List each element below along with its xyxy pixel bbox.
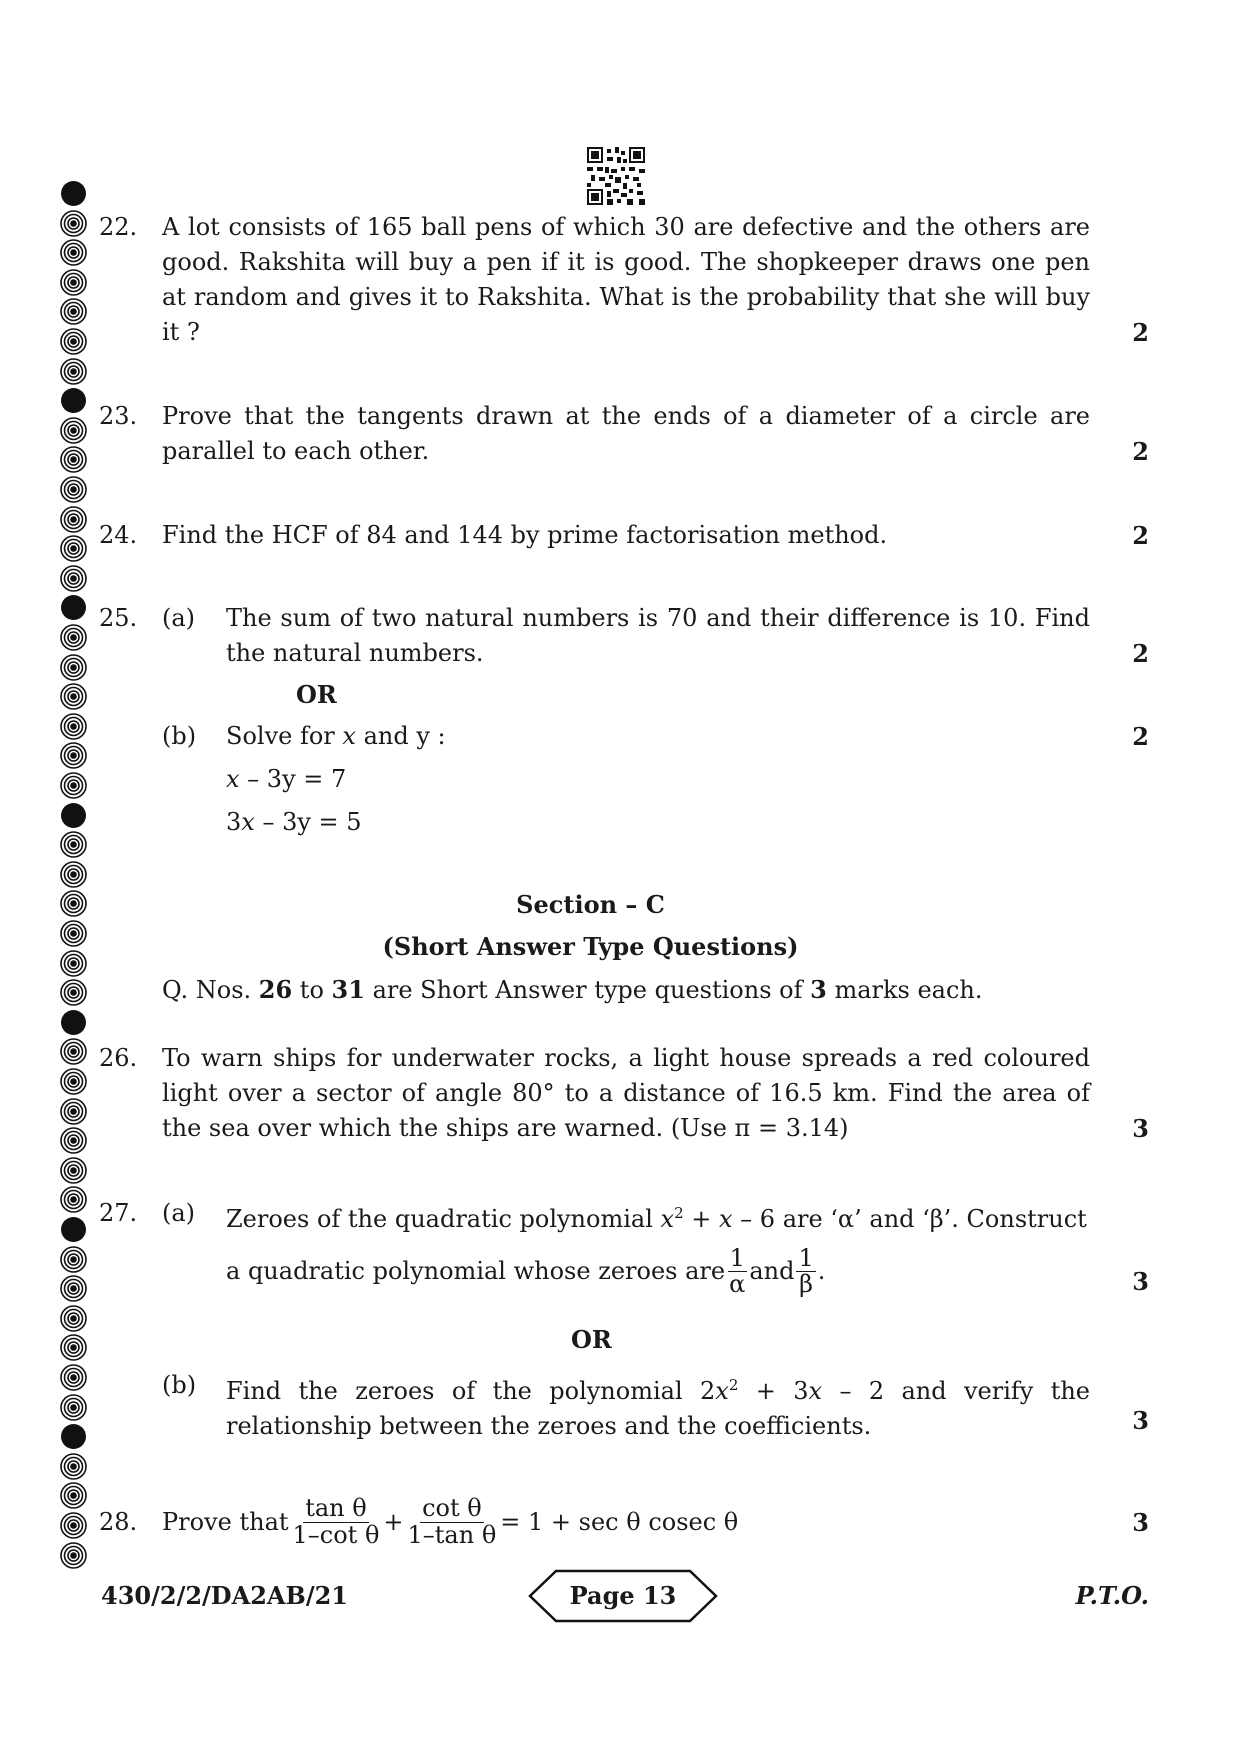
equation-1: x – 3y = 7 [226, 765, 347, 793]
concentric-circle-icon [60, 358, 87, 385]
option-label-a: (a) [162, 604, 196, 632]
concentric-circle-icon [60, 1364, 87, 1391]
fraction-one-over-alpha: $\frac{1}{\alpha}$ [729, 1244, 746, 1299]
question-number: 26. [99, 1044, 138, 1072]
filled-circle-icon [60, 180, 87, 207]
section-subtitle: (Short Answer Type Questions) [382, 932, 799, 961]
option-label-b: (b) [162, 1371, 197, 1399]
filled-circle-icon [60, 594, 87, 621]
concentric-circle-icon [60, 1275, 87, 1302]
concentric-circle-icon [60, 328, 87, 355]
marks-value: 2 [1132, 722, 1149, 751]
filled-circle-icon [60, 802, 87, 829]
concentric-circle-icon [60, 1394, 87, 1421]
concentric-circle-icon [60, 979, 87, 1006]
concentric-circle-icon [60, 535, 87, 562]
option-label-b: (b) [162, 722, 197, 750]
concentric-circle-icon [60, 1186, 87, 1213]
question-number: 28. [99, 1508, 138, 1536]
concentric-circle-icon [60, 772, 87, 799]
question-text: A lot consists of 165 ball pens of which 30 are defective and the others are good. Rakshita will buy a pen if it is good. The shopkeeper draws one pen at random and gives it to Rakshita. What is the probability that she will buy it ? [162, 213, 1090, 346]
concentric-circle-icon [60, 1482, 87, 1509]
pto-label: P.T.O. [1075, 1581, 1149, 1610]
concentric-circle-icon [60, 1334, 87, 1361]
concentric-circle-icon [60, 1127, 87, 1154]
concentric-circle-icon [60, 506, 87, 533]
concentric-circle-icon [60, 1098, 87, 1125]
option-label-a: (a) [162, 1199, 196, 1227]
concentric-circle-icon [60, 831, 87, 858]
concentric-circle-icon [60, 1542, 87, 1569]
question-text: a quadratic polynomial whose zeroes are $\frac{1}{\alpha}$ and $\frac{1}{\beta}$ . [226, 1244, 826, 1299]
concentric-circle-icon [60, 654, 87, 681]
question-number: 22. [99, 213, 138, 241]
marks-value: 3 [1132, 1114, 1149, 1143]
concentric-circle-icon [60, 1157, 87, 1184]
concentric-circle-icon [60, 1512, 87, 1539]
page-number: Page 13 [569, 1581, 677, 1610]
marks-value: 3 [1132, 1406, 1149, 1435]
concentric-circle-icon [60, 861, 87, 888]
question-text: Find the HCF of 84 and 144 by prime factorisation method. [162, 521, 888, 549]
filled-circle-icon [60, 1423, 87, 1450]
marks-value: 3 [1132, 1508, 1149, 1537]
question-text: Find the zeroes of the polynomial $2x^2 + 3x - 2$ and verify the relationship between the zeroes and the coefficients. [226, 1376, 1090, 1440]
question-text: To warn ships for underwater rocks, a light house spreads a red coloured light over a sector of angle 80° to a distance of 16.5 km. Find the area of the sea over which the ships are warned. (Use π = 3.14) [162, 1044, 1090, 1142]
marks-value: 2 [1132, 437, 1149, 466]
concentric-circle-icon [60, 565, 87, 592]
qr-code-icon [587, 147, 645, 205]
concentric-circle-icon [60, 683, 87, 710]
question-number: 25. [99, 604, 138, 632]
or-separator: OR [571, 1325, 612, 1354]
marks-value: 2 [1132, 318, 1149, 347]
section-title: Section – C [516, 890, 665, 919]
concentric-circle-icon [60, 269, 87, 296]
concentric-circle-icon [60, 210, 87, 237]
fraction-cot-over-one-minus-tan: $\frac{\text{cot θ}}{\text{1–tan θ}}$ [407, 1494, 497, 1549]
filled-circle-icon [60, 1216, 87, 1243]
question-text: The sum of two natural numbers is 70 and their difference is 10. Find the natural numbers. [226, 604, 1090, 667]
or-separator: OR [296, 680, 337, 709]
concentric-circle-icon [60, 713, 87, 740]
paper-code: 430/2/2/DA2AB/21 [101, 1581, 348, 1610]
marks-value: 2 [1132, 639, 1149, 668]
concentric-circle-icon [60, 742, 87, 769]
section-note: Q. Nos. 26 to 31 are Short Answer type questions of 3 marks each. [162, 975, 983, 1004]
concentric-circle-icon [60, 1038, 87, 1065]
marks-value: 2 [1132, 521, 1149, 550]
concentric-circle-icon [60, 1305, 87, 1332]
question-text: Prove that the tangents drawn at the ends of a diameter of a circle are parallel to each other. [162, 402, 1090, 465]
concentric-circle-icon [60, 298, 87, 325]
question-number: 24. [99, 521, 138, 549]
fraction-tan-over-one-minus-cot: $\frac{\text{tan θ}}{\text{1–cot θ}}$ [292, 1494, 380, 1549]
concentric-circle-icon [60, 1453, 87, 1480]
concentric-circle-icon [60, 624, 87, 651]
concentric-circle-icon [60, 476, 87, 503]
concentric-circle-icon [60, 1246, 87, 1273]
concentric-circle-icon [60, 417, 87, 444]
filled-circle-icon [60, 1009, 87, 1036]
question-number: 23. [99, 402, 138, 430]
fraction-one-over-beta: $\frac{1}{\beta}$ [798, 1244, 814, 1299]
question-text: Zeroes of the quadratic polynomial $x^2 + x - 6$ are ‘α’ and ‘β’. Construct [226, 1204, 1087, 1233]
page-indicator [528, 1569, 718, 1623]
concentric-circle-icon [60, 239, 87, 266]
equation-2: 3x – 3y = 5 [226, 808, 362, 836]
marks-value: 3 [1132, 1267, 1149, 1296]
question-text: Prove that $\frac{\text{tan θ}}{\text{1–cot θ}}$ + $\frac{\text{cot θ}}{\text{1–tan θ}}$ = 1 + sec θ cosec θ [162, 1494, 739, 1549]
question-text: Solve for x and y : [226, 722, 446, 750]
question-number: 27. [99, 1199, 138, 1227]
concentric-circle-icon [60, 1068, 87, 1095]
filled-circle-icon [60, 387, 87, 414]
concentric-circle-icon [60, 446, 87, 473]
